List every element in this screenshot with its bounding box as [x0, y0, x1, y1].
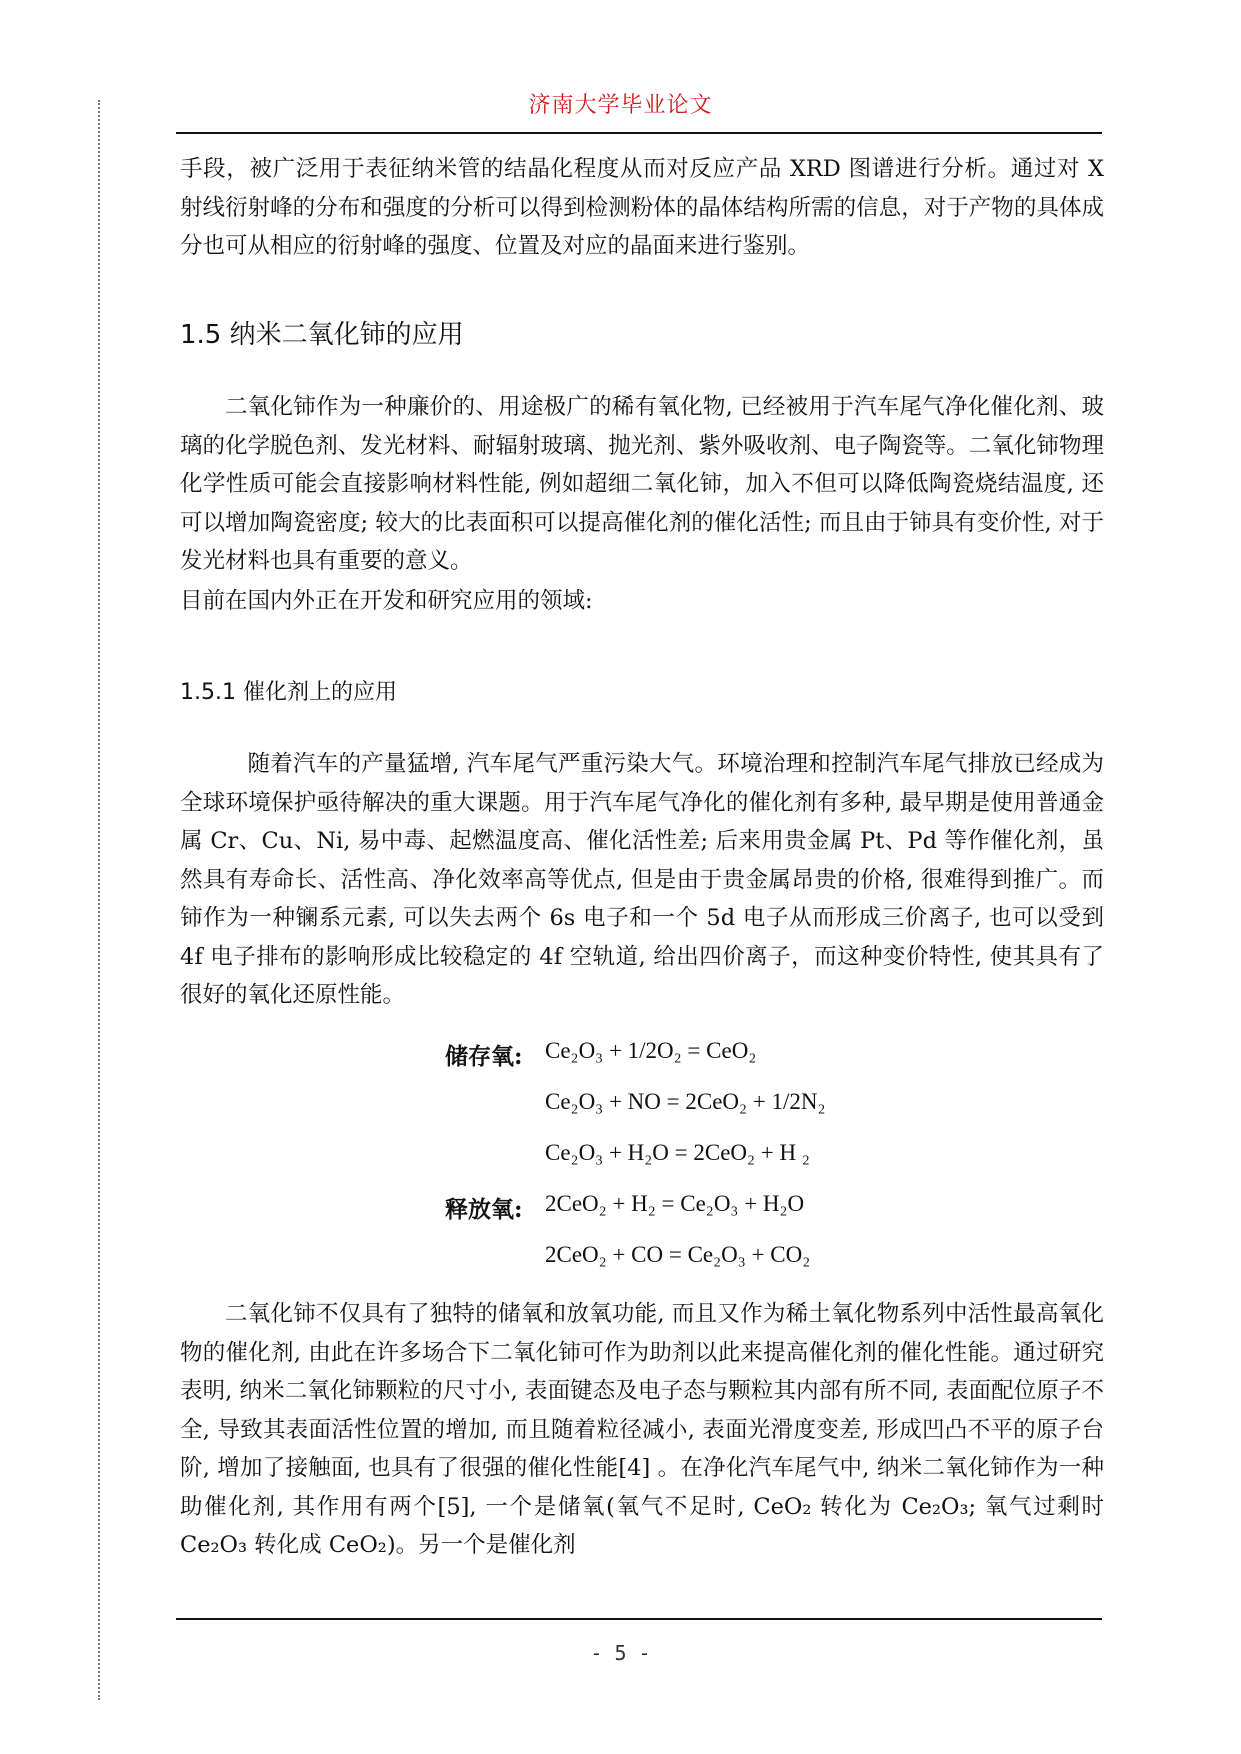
final-paragraph: 二氧化铈不仅具有了独特的储氧和放氧功能, 而且又作为稀土氧化物系列中活性最高氧化物的催化剂, 由此在许多场合下二氧化铈可作为助剂以此来提高催化剂的催化性能。通过研究表明, 纳米二氧化铈颗粒的尺寸小, 表面键态及电子态与颗粒其内部有所不同, 表面配位原子不全, 导致其表面活性位置的增加, 而且随着粒径减小, 表面光滑度变差, 形成凹凸不平的原子台阶, 增加了接触面, 也具有了很强的催化性能[4] 。在净化汽车尾气中, 纳米二氧化铈作为一种助催化剂, 其作用有两个[5], 一个是储氧(氧气不足时, CeO₂ 转化为 Ce₂O₃; 氧气过剩时 Ce₂O₃ 转化成 CeO₂)。另一个是催化剂 [180, 1301, 1104, 1558]
subsection-heading: 1.5.1 催化剂上的应用 [180, 680, 397, 705]
equation-4: 2CeO₂ + H₂ = Ce₂O₃ + H₂O [545, 1191, 805, 1216]
section-line: 目前在国内外正在开发和研究应用的领域: [180, 588, 593, 614]
equation-5: 2CeO₂ + CO = Ce₂O₃ + CO₂ [545, 1242, 811, 1267]
header-title: 济南大学毕业论文 [528, 93, 713, 118]
storage-oxygen-label: 储存氧: [445, 1043, 523, 1070]
release-oxygen-label: 释放氧: [445, 1196, 523, 1223]
equation-1: Ce₂O₃ + 1/2O₂ = CeO₂ [545, 1038, 757, 1063]
section-paragraph: 二氧化铈作为一种廉价的、用途极广的稀有氧化物, 已经被用于汽车尾气净化催化剂、玻璃的化学脱色剂、发光材料、耐辐射玻璃、抛光剂、紫外吸收剂、电子陶瓷等。二氧化铈物理化学性质可能会直接影响材料性能, 例如超细二氧化铈，加入不但可以降低陶瓷烧结温度, 还可以增加陶瓷密度; 较大的比表面积可以提高催化剂的催化活性; 而且由于铈具有变价性, 对于发光材料也具有重要的意义。 [180, 394, 1104, 574]
equation-3: Ce₂O₃ + H₂O = 2CeO₂ + H ₂ [545, 1140, 810, 1165]
page-number: - 5 - [590, 1641, 651, 1665]
footer-rule [176, 1618, 1102, 1620]
section-heading: 1.5 纳米二氧化铈的应用 [180, 320, 464, 350]
subsection-paragraph: 随着汽车的产量猛增, 汽车尾气严重污染大气。环境治理和控制汽车尾气排放已经成为全球环境保护亟待解决的重大课题。用于汽车尾气净化的催化剂有多种, 最早期是使用普通金属 Cr、Cu、Ni, 易中毒、起燃温度高、催化活性差; 后来用贵金属 Pt、Pd 等作催化剂，虽然具有寿命长、活性高、净化效率高等优点, 但是由于贵金属昂贵的价格, 很难得到推广。而铈作为一种镧系元素, 可以失去两个 6s 电子和一个 5d 电子从而形成三价离子, 也可以受到 4f 电子排布的影响形成比较稳定的 4f 空轨道, 给出四价离子，而这种变价特性, 使其具有了很好的氧化还原性能。 [180, 751, 1104, 1008]
equation-2: Ce₂O₃ + NO = 2CeO₂ + 1/2N₂ [545, 1089, 826, 1114]
intro-paragraph: 手段，被广泛用于表征纳米管的结晶化程度从而对反应产品 XRD 图谱进行分析。通过对 X 射线衍射峰的分布和强度的分析可以得到检测粉体的晶体结构所需的信息，对于产物的具体成分也可从相应的衍射峰的强度、位置及对应的晶面来进行鉴别。 [180, 156, 1104, 259]
header-rule [176, 132, 1102, 134]
binding-margin-line [98, 100, 100, 1700]
